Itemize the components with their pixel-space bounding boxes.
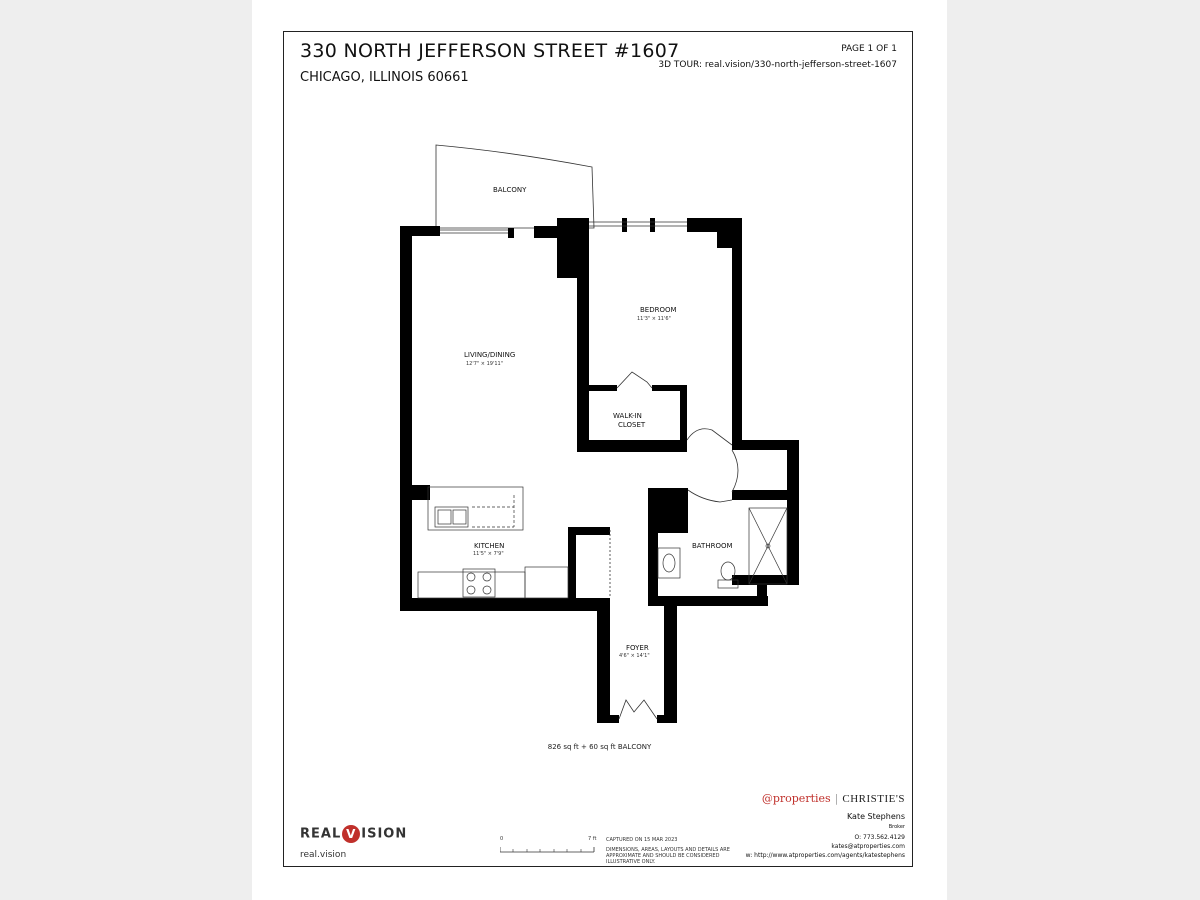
room-closet-line1: WALK-IN — [613, 412, 642, 420]
property-city: CHICAGO, ILLINOIS 60661 — [300, 70, 469, 85]
page-number: PAGE 1 OF 1 — [841, 44, 897, 54]
room-foyer: FOYER — [626, 644, 649, 652]
agent-role: Broker — [888, 824, 905, 830]
bedroom-dimensions: 11'3" × 11'6" — [637, 316, 671, 322]
room-balcony: BALCONY — [493, 186, 527, 194]
realvision-logo: REAL V ISION — [300, 826, 408, 842]
agent-email[interactable]: kates@atproperties.com — [831, 843, 905, 850]
agent-name: Kate Stephens — [846, 812, 905, 821]
room-living-dining: LIVING/DINING — [464, 351, 516, 359]
room-bathroom: BATHROOM — [692, 542, 733, 550]
tour-link[interactable]: 3D TOUR: real.vision/330-north-jefferson-street-1607 — [658, 60, 897, 70]
captured-date: CAPTURED ON 15 MAR 2023 — [606, 837, 678, 843]
floorplan-sheet — [252, 0, 947, 900]
scale-bar — [500, 836, 600, 856]
room-bedroom: BEDROOM — [640, 306, 677, 314]
walls — [400, 218, 799, 723]
realvision-url[interactable]: real.vision — [300, 850, 347, 860]
agent-contact — [746, 811, 905, 860]
area-summary: 826 sq ft + 60 sq ft BALCONY — [547, 743, 652, 751]
scale-zero-label: 0 — [500, 836, 504, 842]
room-kitchen: KITCHEN — [474, 542, 505, 550]
agent-phone: O: 773.562.4129 — [854, 834, 905, 841]
atproperties-logo: @properties — [761, 792, 831, 805]
kitchen-dimensions: 11'5" × 7'9" — [473, 551, 504, 557]
foyer-dimensions: 4'6" × 14'1" — [619, 653, 650, 659]
christies-logo: CHRISTIE'S — [842, 793, 905, 805]
disclaimer: DIMENSIONS, AREAS, LAYOUTS AND DETAILS ARE APPROXIMATE AND SHOULD BE CONSIDERED ILLUSTRATIVE ONLY. — [606, 847, 730, 865]
property-address: 330 NORTH JEFFERSON STREET #1607 — [300, 40, 680, 62]
living-dining-dimensions: 12'7" × 19'11" — [466, 361, 503, 367]
floor-plan — [252, 0, 947, 900]
brand-logos: @properties | CHRISTIE'S — [761, 792, 905, 805]
agent-url[interactable]: w: http://www.atproperties.com/agents/katestephens — [745, 852, 905, 859]
room-closet-line2: CLOSET — [618, 421, 646, 429]
scale-ft-label: 7 ft — [588, 836, 597, 842]
